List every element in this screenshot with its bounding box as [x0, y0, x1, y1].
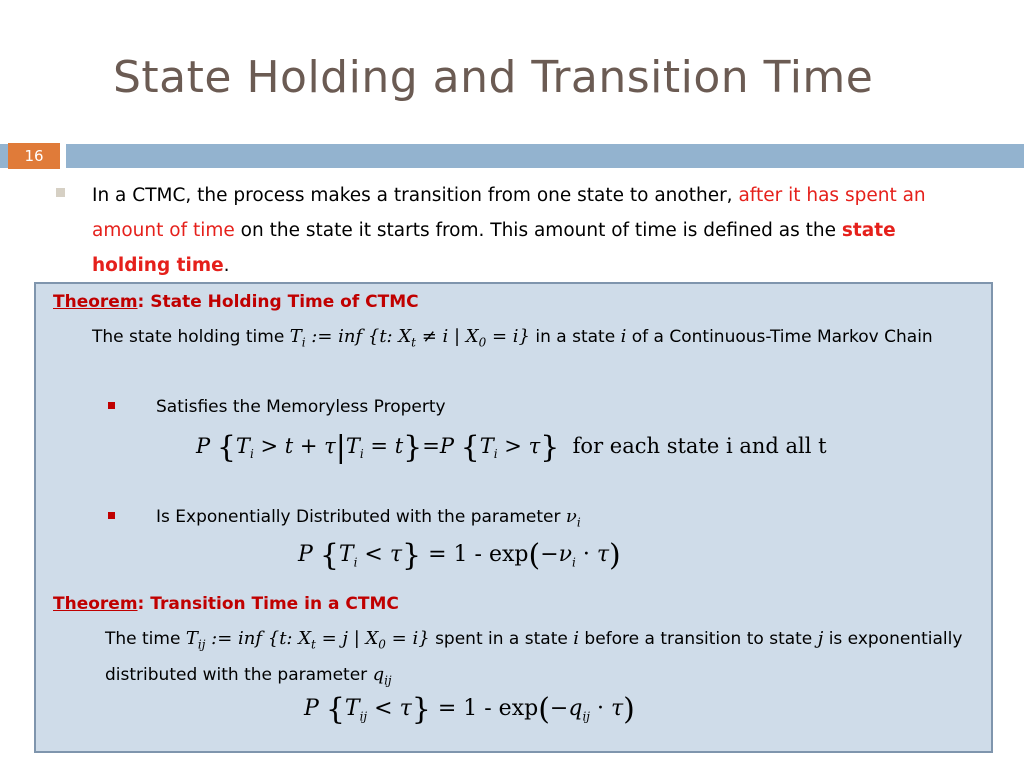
theorem1-math: $T_i$ := inf {t: $X_t \ne i$ | $X_0 = i$} [289, 326, 530, 350]
theorem1-title: : State Holding Time of CTMC [137, 292, 419, 312]
theorem2-param: $q_{ij}$ [372, 663, 392, 688]
sub-bullet-2 [108, 512, 115, 519]
theorem1-statement [92, 322, 952, 358]
slide-title: State Holding and Transition Time [113, 52, 874, 103]
intro-keyword: state holding time [92, 220, 896, 276]
theorem2-statement [105, 624, 975, 695]
header-bar [66, 144, 1024, 168]
theorem1-label: Theorem [53, 292, 138, 312]
theorem2-title: : Transition Time in a CTMC [137, 594, 399, 614]
theorem2-text-3: before a transition to state [584, 629, 813, 649]
equation-transition: P $\{T_{ij} < \tau\} = 1 - \exp(-q_{ij} \cdot \tau)$ [304, 692, 635, 727]
theorem1-var-i: i [620, 326, 627, 347]
intro-text-2: on the state it starts from. This amount of time is defined as the [240, 220, 836, 241]
equation-exponential: P $\{T_i < \tau\} = 1 - \exp(-\nu_i \cdot \tau)$ [298, 538, 621, 573]
theorem2-text-4: is exponentially distributed with the parameter [105, 629, 963, 685]
theorem1-text-1: The state holding time [92, 327, 285, 347]
theorem1-heading [53, 292, 419, 312]
bullet-memoryless: Satisfies the Memoryless Property [156, 397, 446, 417]
equation-memoryless-suffix: for each state i and all t [572, 434, 827, 458]
theorem2-label: Theorem [53, 594, 138, 614]
theorem2-heading [53, 594, 399, 614]
slide-number: 16 [8, 143, 60, 169]
theorem1-text-2: in a state [535, 327, 616, 347]
theorem2-var-i: i [573, 628, 579, 649]
intro-text-1: In a CTMC, the process makes a transition from one state to another, [92, 185, 733, 206]
theorem1-text-3: of a Continuous-Time Markov Chain [631, 327, 933, 347]
bullet-exponential: Is Exponentially Distributed with the parameter $\nu_i$ [156, 506, 581, 530]
theorem2-text-1: The time [105, 629, 181, 649]
intro-end: . [223, 255, 230, 276]
equation-memoryless: P $\{T_i > t + \tau|T_i = t\}=P$ $\{T_i > \tau\}$ for each state i and all t [196, 430, 827, 465]
bullet-marker [56, 188, 65, 197]
theorem2-math: $T_{ij}$ := inf {t: $X_t = j$ | $X_0 = i$} [185, 628, 430, 652]
header-bar-left [0, 144, 8, 168]
intro-highlight: after it has spent an amount of time [92, 185, 926, 241]
intro-paragraph [92, 178, 960, 283]
theorem2-text-2: spent in a state [435, 629, 568, 649]
sub-bullet-1 [108, 402, 115, 409]
theorem-box [34, 282, 993, 753]
theorem2-var-j: j [817, 628, 824, 649]
